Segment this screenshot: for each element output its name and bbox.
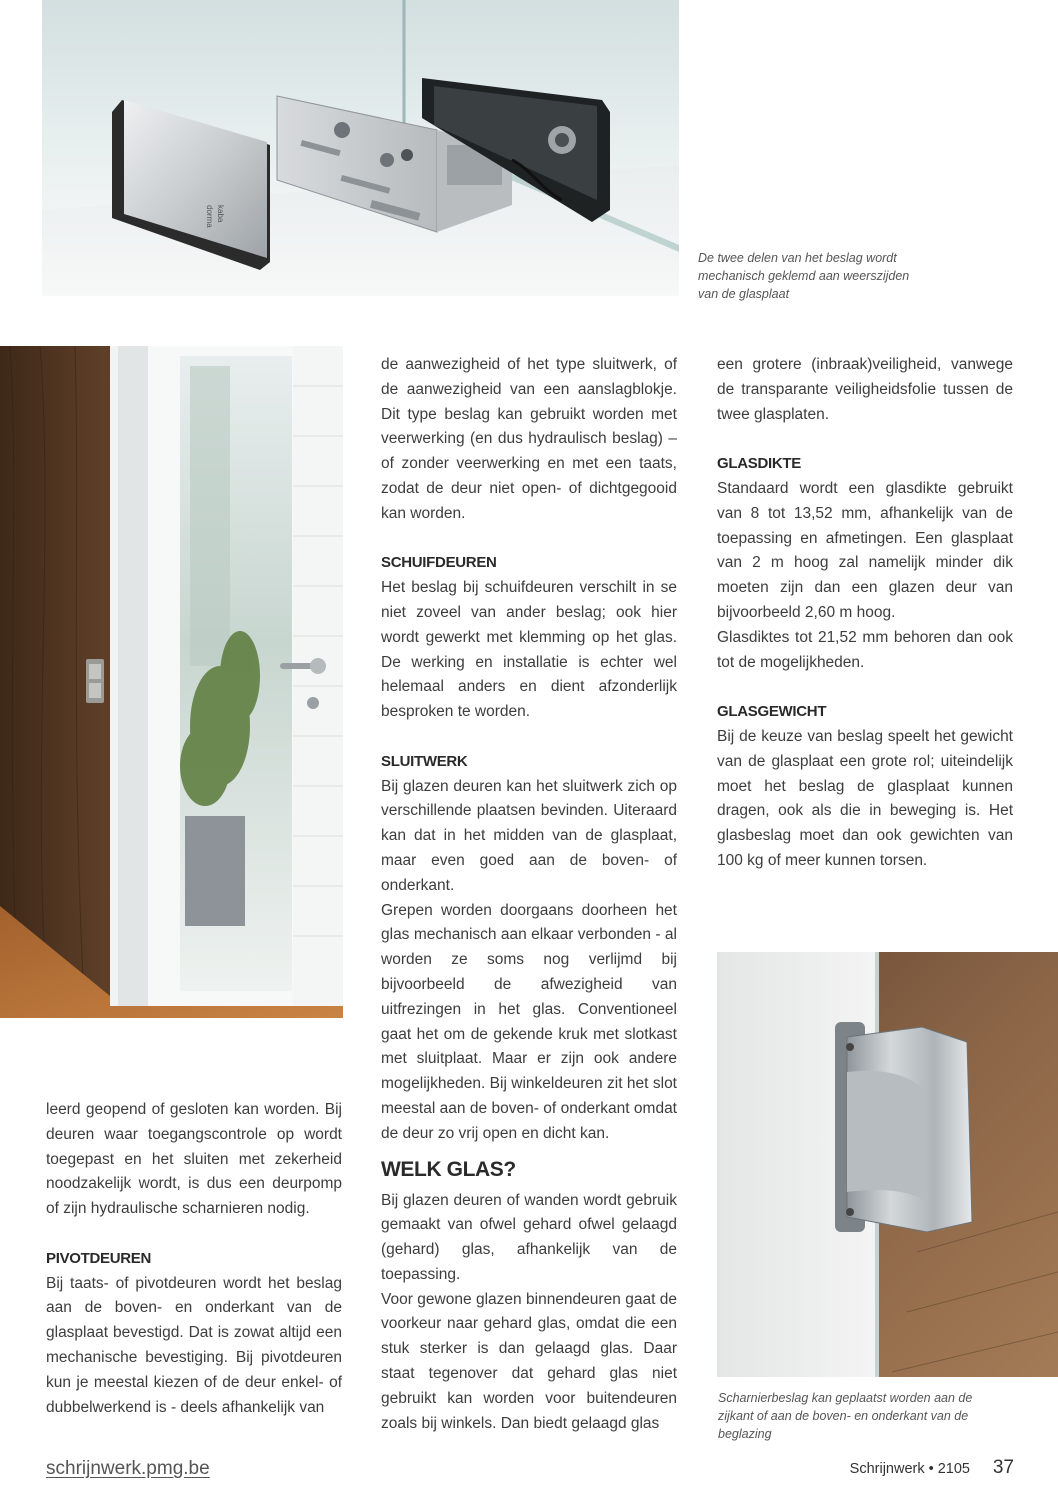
paragraph: Bij de keuze van beslag speelt het gewicht van de glasplaat een grote rol; uiteindelijk moet het beslag de glasplaat kunnen dragen, ook als die in beweging is. Het glasbeslag moet dan ook gewichten van 100 kg of meer kunnen torsen. [717, 727, 1013, 869]
heading-glasgewicht: GLASGEWICHT [717, 703, 827, 721]
kaba-logo: kaba [216, 205, 225, 223]
paragraph: Het beslag bij schuifdeuren verschilt in se niet zoveel van ander beslag; ook hier wordt gewerkt met klemming op het glas. De werking en installatie is echter wel helemaal anders en dient afzonderlijk besproken te worden. [381, 579, 677, 721]
photo-glass-clamp [42, 0, 679, 296]
heading-welk-glas: WELK GLAS? [381, 1157, 516, 1181]
dorma-logo: dorma [205, 205, 214, 228]
paragraph: Voor gewone glazen binnendeuren gaat de voorkeur naar gehard glas, omdat die een stuk sterker is dan gelaagd glas. Daar staat tegenover dat gehard glas niet gebruikt kan worden voor buitendeuren zoals bij winkels. Dan biedt gelaagd glas [381, 1290, 677, 1432]
footer-website-link[interactable]: schrijnwerk.pmg.be [46, 1458, 210, 1479]
heading-pivotdeuren: PIVOTDEUREN [46, 1249, 152, 1267]
heading-schuifdeuren: SCHUIFDEUREN [381, 554, 497, 572]
paragraph: een grotere (inbraak)veiligheid, vanwege de transparante veiligheidsfolie tussen de twee glasplaten. [717, 356, 1013, 423]
caption-hinge: Scharnierbeslag kan geplaatst worden aan de zijkant of aan de boven- en onderkant van de beglazing [718, 1391, 973, 1441]
caption-clamp: De twee delen van het beslag wordt mechanisch geklemd aan weerszijden van de glasplaat [698, 251, 910, 301]
paragraph: Glasdiktes tot 21,52 mm behoren dan ook tot de mogelijkheden. [717, 628, 1013, 671]
heading-glasdikte: GLASDIKTE [717, 455, 801, 473]
article-column-middle [381, 353, 677, 1436]
heading-sluitwerk: SLUITWERK [381, 752, 468, 770]
paragraph: leerd geopend of gesloten kan worden. Bij deuren waar toegangscontrole op wordt toegepast en het sluiten met zekerheid noodzakelijk wordt, is dus een deurpomp of zijn hydraulische scharnieren nodig. [46, 1101, 342, 1218]
footer-magazine-issue: Schrijnwerk • 2105 [849, 1461, 970, 1477]
page-number: 37 [992, 1457, 1014, 1478]
photo-glass-hinge [717, 952, 1058, 1377]
paragraph: Grepen worden doorgaans doorheen het glas mechanisch aan elkaar verbonden - al worden ze soms nog verlijmd bij bijvoorbeeld de afwezigheid van uitfrezingen in het glas. Conventioneel gaat het om de gekende kruk met slotkast met sluitplaat. Maar er zijn ook andere mogelijkheden. Bij winkeldeuren zit het slot meestal aan de boven- of onderkant omdat de deur zo vrij open en dicht kan. [381, 901, 677, 1142]
glass-clamp-illustration [42, 0, 679, 296]
glass-door-illustration [0, 346, 343, 1018]
paragraph: Bij glazen deuren of wanden wordt gebruik gemaakt van ofwel gehard ofwel gelaagd (gehard) glas, afhankelijk van de toepassing. [381, 1191, 677, 1283]
article-column-right [717, 353, 1013, 874]
paragraph: Bij glazen deuren kan het sluitwerk zich op verschillende plaatsen bevinden. Uiteraard kan dat in het midden van de glasplaat, maar even goed aan de boven- of onderkant. [381, 777, 677, 894]
paragraph: de aanwezigheid of het type sluitwerk, of de aanwezigheid van een aanslagblokje. Dit type beslag kan gebruikt worden met veerwerking (en dus hydraulisch beslag) – of zonder veerwerking en met een taats, zodat de deur niet open- of dichtgegooid kan worden. [381, 356, 677, 522]
article-column-left [46, 1098, 342, 1420]
paragraph: Standaard wordt een glasdikte gebruikt van 8 tot 13,52 mm, afhankelijk van de toepassing en afmetingen. Een glasplaat van 2 m hoog zal namelijk minder dik moeten zijn dan een glazen deur van bijvoorbeeld 2,60 m hoog. [717, 479, 1013, 621]
hinge-illustration [717, 952, 1058, 1377]
paragraph: Bij taats- of pivotdeuren wordt het beslag aan de boven- en onderkant van de glasplaat bevestigd. Dat is zowat altijd een mechanische bevestiging. Bij pivotdeuren kun je meestal kiezen of de deur enkel- of dubbelwerkend is - deels afhankelijk van [46, 1274, 342, 1416]
photo-glass-door [0, 346, 343, 1018]
